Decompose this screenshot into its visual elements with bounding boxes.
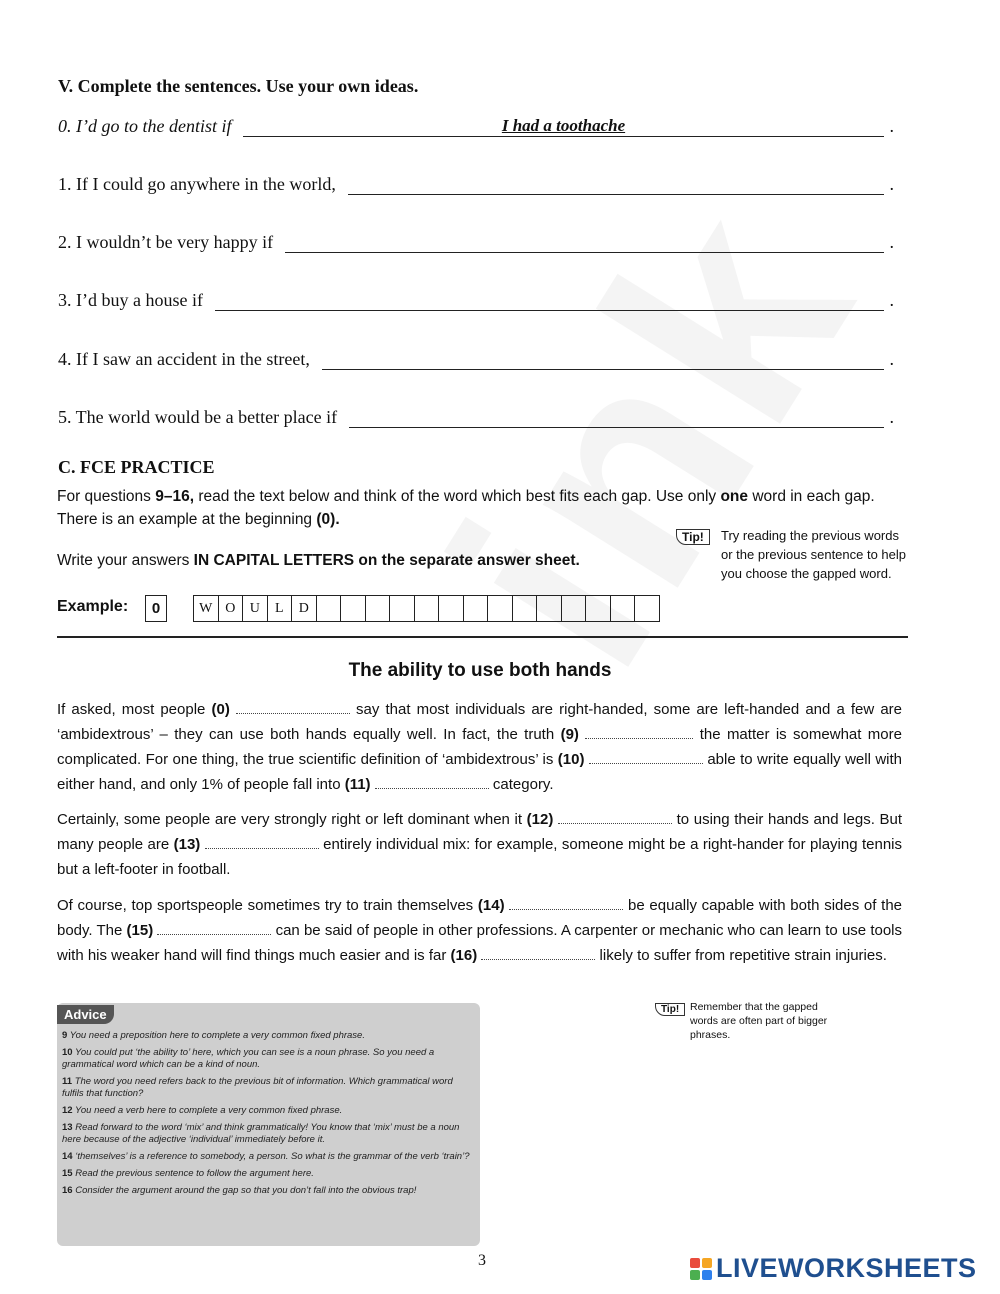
- example-number-box: 0: [145, 595, 167, 622]
- answer-input-5[interactable]: [349, 408, 883, 428]
- gap-14[interactable]: [509, 897, 623, 910]
- example-letter-box: D: [292, 596, 317, 621]
- answer-line[interactable]: [285, 232, 883, 253]
- answer-line[interactable]: [348, 174, 884, 195]
- logo-square: [702, 1270, 712, 1280]
- logo-square: [702, 1258, 712, 1268]
- brand-name: LIVEWORKSHEETS: [716, 1253, 977, 1283]
- advice-item: 14 ‘themselves’ is a reference to somebody, a person. So what is the grammar of the verb ‘train’?: [62, 1151, 470, 1162]
- sentence-end: .: [889, 290, 894, 310]
- tip-badge-2: Tip!: [655, 1003, 685, 1016]
- sentence-end: .: [889, 349, 894, 369]
- advice-item: 9 You need a preposition here to complete a very common fixed phrase.: [62, 1030, 365, 1041]
- sentence-5: [58, 407, 894, 428]
- example-letter-box: U: [243, 596, 268, 621]
- brand-logo-icon: [690, 1258, 712, 1280]
- instruction-paragraph: For questions 9–16, read the text below and think of the word which best fits each gap. Use only one word in each gap. There is an example at the beginning (0).: [57, 488, 875, 528]
- advice-list: [62, 1030, 476, 1202]
- sentence-end: .: [889, 116, 894, 136]
- advice-item: 12 You need a verb here to complete a very common fixed phrase.: [62, 1105, 343, 1116]
- example-letter-box: [562, 596, 587, 621]
- gap-11[interactable]: [375, 776, 489, 789]
- example-letter-box: [317, 596, 342, 621]
- sentence-prompt: 4. If I saw an accident in the street,: [58, 349, 310, 369]
- example-letter-box: [439, 596, 464, 621]
- text-title: The ability to use both hands: [348, 660, 612, 681]
- example-letter-box: [537, 596, 562, 621]
- advice-label: Advice: [57, 1005, 114, 1024]
- sentence-3: [58, 290, 894, 311]
- example-letter-box: [611, 596, 636, 621]
- advice-item: 10 You could put ‘the ability to’ here, which you can see is a noun phrase. So you need a grammatical word which can be a kind of noun.: [62, 1047, 435, 1070]
- sentence-prompt: 1. If I could go anywhere in the world,: [58, 174, 336, 194]
- example-letter-box: [513, 596, 538, 621]
- sentence-prompt: 2. I wouldn’t be very happy if: [58, 232, 274, 252]
- gap-9[interactable]: [585, 726, 693, 739]
- text-paragraph-3: Of course, top sportspeople sometimes try to train themselves (14) be equally capable with both sides of the body. The (15) can be said of people in other professions. A carpenter or mechanic who can learn to use tools with his weaker hand will find things much easier and is far (16) likely to suffer from repetitive strain injuries.: [57, 897, 903, 964]
- gap-12[interactable]: [558, 811, 672, 824]
- gap-10[interactable]: [589, 751, 703, 764]
- example-letter-box: [341, 596, 366, 621]
- sentence-prompt: 5. The world would be a better place if: [58, 407, 338, 427]
- answer-input-2[interactable]: [285, 233, 883, 253]
- text-paragraph-1: If asked, most people (0) say that most individuals are right-handed, some are left-handed and a few are ‘ambidextrous’ – they can use both hands equally well. In fact, the truth (9) the matter is somewhat more complicated. For one thing, the true scientific definition of ‘ambidextrous’ is (10) able to write equally well with either hand, and only 1% of people fall into (11) category.: [57, 701, 903, 793]
- example-letter-box: [488, 596, 513, 621]
- example-answer: I had a toothache: [501, 116, 626, 135]
- sentence-1: [58, 174, 894, 195]
- advice-item: 11 The word you need refers back to the previous bit of information. Which grammatical word fulfils that function?: [62, 1076, 453, 1099]
- example-letter-box: W: [194, 596, 219, 621]
- tip-text: Try reading the previous words or the previous sentence to help you choose the gapped word.: [721, 528, 907, 581]
- tip-badge: Tip!: [676, 529, 710, 545]
- section-v-heading: V. Complete the sentences. Use your own ideas.: [58, 76, 419, 96]
- answer-line[interactable]: [215, 290, 884, 311]
- sentence-prompt: 3. I’d buy a house if: [58, 290, 203, 310]
- gap-13[interactable]: [205, 836, 319, 849]
- example-letter-box: [586, 596, 611, 621]
- gap-16[interactable]: [481, 947, 595, 960]
- example-letter-box: L: [268, 596, 293, 621]
- section-c-heading: C. FCE PRACTICE: [58, 457, 215, 477]
- example-label: Example:: [57, 598, 129, 615]
- advice-item: 13 Read forward to the word ‘mix’ and think grammatically! You know that ‘mix’ must be a noun here because of the adjective ‘individual’ immediately before it.: [62, 1122, 460, 1145]
- example-letter-box: [390, 596, 415, 621]
- example-letter-box: O: [219, 596, 244, 621]
- example-letter-box: [635, 596, 659, 621]
- text-paragraph-2: Certainly, some people are very strongly right or left dominant when it (12) to using their hands and legs. But many people are (13) entirely individual mix: for example, someone might be a right-hander for playing tennis but a left-footer in football.: [57, 811, 903, 878]
- answer-line[interactable]: [322, 349, 884, 370]
- sentence-end: .: [889, 174, 894, 194]
- answer-input-3[interactable]: [215, 291, 884, 311]
- example-answer-line: [243, 116, 883, 137]
- example-letter-box: [464, 596, 489, 621]
- liveworksheets-logo: [690, 1253, 977, 1284]
- answer-input-1[interactable]: [348, 175, 884, 195]
- divider: [57, 636, 908, 638]
- advice-item: 16 Consider the argument around the gap so that you don’t fall into the obvious trap!: [62, 1185, 417, 1196]
- example-answer-boxes: [193, 595, 660, 622]
- example-letter-box: [415, 596, 440, 621]
- logo-square: [690, 1258, 700, 1268]
- sentence-prompt: 0. I’d go to the dentist if: [58, 116, 232, 136]
- tip-text-2: Remember that the gapped words are often part of bigger phrases.: [690, 1001, 828, 1041]
- answer-input-4[interactable]: [322, 350, 884, 370]
- sentence-end: .: [889, 407, 894, 427]
- page-number: 3: [478, 1252, 486, 1269]
- sentence-2: [58, 232, 894, 253]
- sentence-0: [58, 116, 894, 137]
- gap-15[interactable]: [157, 922, 271, 935]
- advice-item: 15 Read the previous sentence to follow the argument here.: [62, 1168, 314, 1179]
- logo-square: [690, 1270, 700, 1280]
- sentence-4: [58, 349, 894, 370]
- answer-line[interactable]: [349, 407, 883, 428]
- answer-instruction: Write your answers IN CAPITAL LETTERS on the separate answer sheet.: [57, 552, 580, 569]
- example-letter-box: [366, 596, 391, 621]
- sentence-end: .: [889, 232, 894, 252]
- gap-0: [236, 701, 350, 714]
